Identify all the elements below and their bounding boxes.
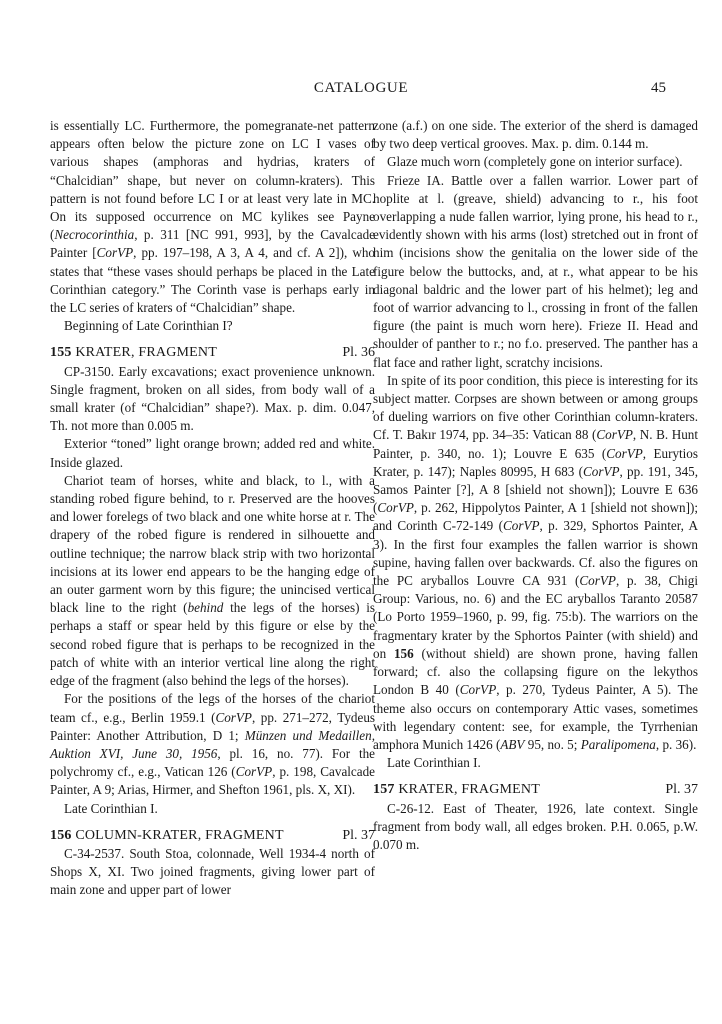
entry-heading-155: 155 KRATER, FRAGMENT Pl. 36 <box>50 344 375 362</box>
entry-155-comparanda: For the positions of the legs of the horses of the chariot team cf., e.g., Berlin 1959.1 (CorVP, pp. 271–272, Tydeus Painter: Another Attribution, D 1; Münzen und Medaillen, Auktion XVI, June 30, 1956, pl. 16, no. 77). For the polychromy cf., e.g., Vatican 126 (CorVP, p. 198, Cavalcade Painter, A 9; Arias, Hirmer, and Shefton 1961, pls. X, XI). <box>50 691 375 798</box>
entry-155-description: Chariot team of horses, white and black, to l., with a standing robed figure behind, to r. Preserved are the hooves and lower forelegs of two black and one white horse at r. The drapery of the robed figure is rendered in silhouette and outline technique; the narrow black strip with two horizontal incisions at its lower end appears to be the hanging edge of an outer garment worn by this figure; the unincised vertical black line to the right (behind the legs of the horses) is perhaps a staff or spear held by this figure or else by the second robed figure that is perhaps to be recognized in the patch of white with an interior vertical line along the right edge of the fragment (also behind the legs of the horses). <box>50 472 376 689</box>
paragraph-dating: Beginning of Late Corinthian I? <box>64 318 233 334</box>
entry-156-continuation: zone (a.f.) on one side. The exterior of the sherd is damaged by two deep vertical grooves. Max. p. dim. 0.144 m. <box>373 118 698 152</box>
entry-155-provenience: CP-3150. Early excavations; exact provenience unknown. Single fragment, broken on all sides, from body wall of a small krater (of “Chalcidian” shape?). Max. p. dim. 0.047, Th. not more than 0.005 m. <box>50 363 375 434</box>
entry-155-fabric: Exterior “toned” light orange brown; added red and white. Inside glazed. <box>50 436 375 470</box>
plate-ref: Pl. 37 <box>665 782 698 798</box>
entry-156-description: Frieze IA. Battle over a fallen warrior. Lower part of hoplite at l. (greave, shield) advancing to r., his foot overlapping a nude fallen warrior, lying prone, his head to r., evidently shown with his arms (lost) stretched out in front of him (incisions show the genitalia on the lower side of the figure below the buttocks, and, at r., what appear to be his diagonal baldric and the lower part of his helmet); leg and foot of warrior advancing to l., crossing in front of the fallen figure (the paint is much worn here). Frieze II. Head and shoulder of panther to r.; no f.o. preserved. The panther has a flat face and rather light, scratchy incisions. <box>373 172 698 370</box>
entry-156-provenience: C-34-2537. South Stoa, colonnade, Well 1934-4 north of Shops X, XI. Two joined fragments, giving lower part of main zone and upper part of lower <box>50 845 375 898</box>
entry-156-discussion: In spite of its poor condition, this piece is interesting for its subject matter. Corpses are shown between or among groups of dueling warriors on five other Corinthian column-kraters. Cf. T. Bakır 1974, pp. 34–35: Vatican 88 (CorVP, N. B. Hunt Painter, p. 340, no. 1); Louvre E 635 (CorVP, Eurytios Krater, p. 147); Naples 80995, H 683 (CorVP, pp. 191, 345, Samos Painter [?], A 8 [shield not shown]); Louvre E 636 (CorVP, p. 262, Hippolytos Painter, A 1 [shield not shown]); and Corinth C-72-149 (CorVP, p. 329, Sphortos Painter, A 3). In the first four examples the fallen warrior is shown supine, having fallen over backwards. Cf. also the figures on the PC aryballos Louvre CA 931 (CorVP, p. 38, Chigi Group: Various, no. 6) and the EC aryballos Taranto 20587 (Lo Porto 1959–1960, p. 99, fig. 75:b). The warriors on the fragmentary krater by the Sphortos Painter (with shield) and on 156 (without shield) are shown prone, having fallen forward; cf. also the collapsing figure on the lekythos London B 40 (CorVP, p. 270, Tydeus Painter, A 5). The theme also occurs on contemporary Attic vases, sometimes with legendary content: see, for example, the Tyrrhenian amphora Munich 1426 (ABV 95, no. 5; Paralipomena, p. 36). <box>373 372 699 752</box>
entry-heading-156: 156 COLUMN-KRATER, FRAGMENT Pl. 37 <box>50 827 375 845</box>
entry-155-date: Late Corinthian I. <box>64 800 158 816</box>
running-head: CATALOGUE <box>313 80 409 96</box>
left-column <box>50 117 375 900</box>
plate-ref: Pl. 37 <box>342 827 375 843</box>
page-number: 45 <box>651 80 666 96</box>
paragraph-continuation: is essentially LC. Furthermore, the pomegranate-net pattern appears often below the picture zone on LC I vases of various shapes (amphoras and hydrias, kraters of “Chalcidian” shape, but never on column-kraters). This pattern is not found before LC I or at least very late in MC. On its supposed occurrence on MC kylikes see Payne (Necrocorinthia, p. 311 [NC 991, 993], by the Cavalcade Painter [CorVP, pp. 197–198, A 3, A 4, and cf. A 2]), who states that “these vases should perhaps be placed in the Late Corinthian category.” The Corinth vase is perhaps early in the LC series of kraters of “Chalcidian” shape. <box>50 118 376 316</box>
right-column <box>373 117 698 854</box>
entry-heading-157: 157 KRATER, FRAGMENT Pl. 37 <box>373 781 698 799</box>
entry-157-provenience: C-26-12. East of Theater, 1926, late context. Single fragment from body wall, all edges broken. P.H. 0.065, p.W. 0.070 m. <box>373 800 698 852</box>
entry-156-date: Late Corinthian I. <box>387 755 481 771</box>
plate-ref: Pl. 36 <box>342 345 375 361</box>
entry-156-glaze: Glaze much worn (completely gone on interior surface). <box>387 154 683 170</box>
